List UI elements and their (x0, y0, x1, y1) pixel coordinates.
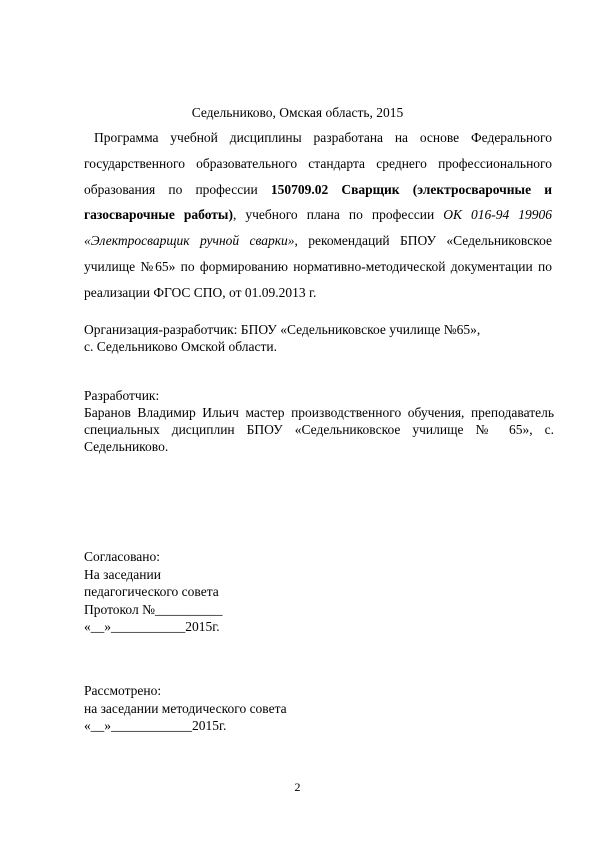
place-year-line: Седельниково, Омская область, 2015 (191, 105, 404, 120)
intro-text-2: , учебного плана по профессии (232, 207, 444, 223)
reviewed-date: «__»____________2015г. (84, 718, 227, 733)
organization-location: с. Седельниково Омской области. (84, 339, 277, 354)
organization-block (84, 321, 554, 355)
reviewed-block (84, 682, 554, 735)
developer-label: Разработчик: (84, 388, 160, 403)
agreed-date: «__»___________2015г. (84, 619, 220, 634)
intro-text-1: Программа учебной дисциплины разработана на основе Федерального государственного образовательного стандарта среднего профессионального образования по профессии (84, 130, 552, 197)
page-number: 2 (294, 780, 301, 794)
agreed-meeting: На заседании (84, 566, 161, 582)
okpdtr-code: ОК 016-94 19906 «Электросварщик ручной сварки» (84, 207, 552, 249)
profession-code-title: 150709.02 Сварщик (электросварочные и газосварочные работы) (84, 181, 552, 223)
developer-block (84, 387, 554, 455)
developer-text: Баранов Владимир Ильич мастер производственного обучения, преподаватель специальных дисциплин БПОУ «Седельниковское училище № 65», с. Седельниково. (84, 405, 554, 454)
agreed-block (84, 548, 554, 636)
organization-line: Организация-разработчик: БПОУ «Седельниковское училище №65», (84, 322, 481, 337)
reviewed-meeting: на заседании методического совета (84, 700, 287, 716)
agreed-council: педагогического совета (84, 584, 219, 599)
intro-text-3: , рекомендаций БПОУ «Седельниковское училище №65» по формированию нормативно-методической документации по реализации ФГОС СПО, от 01.09.2013 г. (84, 233, 552, 300)
agreed-protocol: Протокол №__________ (84, 601, 223, 617)
program-description-paragraph (84, 125, 552, 306)
reviewed-label: Рассмотрено: (84, 683, 162, 698)
agreed-label: Согласовано: (84, 549, 160, 564)
